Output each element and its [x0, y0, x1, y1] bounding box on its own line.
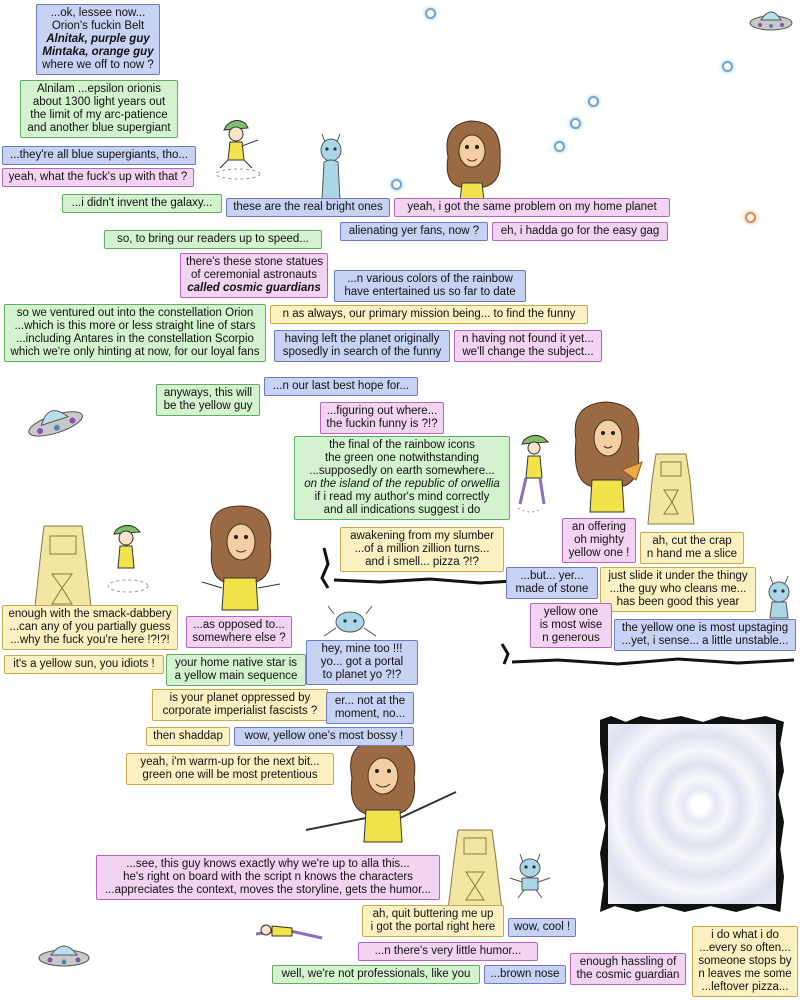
bubble-line: which we're only hinting at now, for our loyal fans [10, 346, 260, 358]
bubble-line: ...can any of you partially guess [9, 621, 171, 633]
speech-bubble [492, 222, 668, 241]
bubble-line: of ceremonial astronauts [191, 269, 317, 281]
bubble-line: the cosmic guardian [576, 969, 680, 981]
bubble-line: yeah, i'm warm-up for the next bit... [140, 756, 320, 768]
bubble-line: the limit of my arc-patience [30, 109, 168, 121]
speech-bubble [530, 603, 612, 648]
bubble-line: enough with the smack-dabbery [8, 608, 172, 620]
bubble-line: Alnitak, purple guy [46, 33, 150, 45]
bubble-line: well, we're not professionals, like you [281, 968, 471, 980]
yellow-kid-figure [212, 116, 268, 182]
stone-guardian-figure [446, 826, 504, 912]
bubble-line: there's these stone statues [186, 256, 324, 268]
bubble-line: the green one notwithstanding [324, 452, 480, 464]
star-icon [570, 118, 581, 129]
speech-bubble [2, 605, 178, 650]
yellow-kid-figure [512, 432, 556, 516]
bubble-line: ...n various colors of the rainbow [347, 273, 513, 285]
star-icon [588, 96, 599, 107]
speech-bubble [180, 253, 328, 298]
bubble-line: someone stops by [698, 955, 792, 967]
bubble-line: ...they're all blue supergiants, tho... [10, 149, 188, 161]
speech-bubble [506, 567, 598, 599]
bubble-line: ...which is this more or less straight line of stars [14, 320, 256, 332]
speech-bubble [614, 619, 796, 651]
speech-bubble [2, 146, 196, 165]
hairy-guy-figure [440, 117, 506, 201]
speech-bubble [4, 655, 164, 674]
bubble-line: ah, cut the crap [652, 535, 732, 547]
speech-bubble [146, 727, 230, 746]
bubble-line: your home native star is [174, 657, 298, 669]
speech-bubble [640, 532, 744, 564]
bubble-line: made of stone [515, 583, 589, 595]
speech-bubble [62, 194, 222, 213]
bubble-line: ...ok, lessee now... [50, 7, 146, 19]
bubble-line: yeah, i got the same problem on my home planet [407, 201, 657, 213]
yellow-kid-figure [252, 918, 332, 944]
speech-bubble [484, 965, 566, 984]
bubble-line: enough hassling of [579, 956, 677, 968]
bubble-line: n hand me a slice [646, 548, 738, 560]
bubble-line: ...i didn't invent the galaxy... [71, 197, 213, 209]
bubble-line: have entertained us so far to date [344, 286, 516, 298]
star-icon [554, 141, 565, 152]
bubble-line: Alnilam ...epsilon orionis [36, 83, 161, 95]
bubble-line: has been good this year [616, 596, 740, 608]
hairy-guy-figure [196, 504, 284, 614]
speech-bubble [186, 616, 292, 648]
star-icon [745, 212, 756, 223]
bubble-line: anyways, this will [163, 387, 253, 399]
bubble-line: an offering [571, 521, 627, 533]
bubble-line: he's right on board with the script n knows the characters [123, 871, 413, 883]
speech-bubble [320, 402, 444, 434]
bubble-line: eh, i hadda go for the easy gag [500, 225, 660, 237]
bubble-line: is most wise [539, 619, 603, 631]
bubble-line: ...including Antares in the constellation Scorpio [16, 333, 254, 345]
bubble-line: n generous [542, 632, 600, 644]
bubble-line: ah, quit buttering me up [372, 908, 494, 920]
speech-bubble [166, 654, 306, 686]
bubble-line: n having not found it yet... [462, 333, 594, 345]
speech-bubble [454, 330, 602, 362]
bubble-line: sposedly in search of the funny [282, 346, 442, 358]
bubble-line: the yellow one is most upstaging [621, 622, 789, 634]
bubble-line: er... not at the [334, 695, 406, 707]
bubble-line: on the island of the republic of orwellia [304, 478, 500, 490]
bubble-line: and all indications suggest i do [323, 504, 481, 516]
bubble-line: awakening from my slumber [350, 530, 494, 542]
speech-bubble [508, 918, 576, 937]
bubble-line: the fuckin funny is ?!? [326, 418, 438, 430]
stone-guardian-figure [646, 450, 696, 526]
portal-vortex [600, 716, 784, 912]
bubble-line: is your planet oppressed by [169, 692, 311, 704]
bubble-line: ...brown nose [490, 968, 560, 980]
bubble-line: yellow one [543, 606, 599, 618]
bubble-line: moment, no... [334, 708, 406, 720]
bubble-line: ...as opposed to... [193, 619, 285, 631]
bubble-line: ...leftover pizza... [701, 981, 789, 993]
bubble-line: and another blue supergiant [27, 122, 171, 134]
bubble-line: so, to bring our readers up to speed... [117, 233, 309, 245]
speech-bubble [326, 692, 414, 724]
bubble-line: ...every so often... [699, 942, 791, 954]
bubble-line: wow, cool ! [514, 921, 571, 933]
bubble-line: ...yet, i sense... a little unstable... [621, 635, 789, 647]
speech-bubble [226, 198, 390, 217]
alien-figure [762, 574, 796, 620]
bubble-line: ...the guy who cleans me... [609, 583, 747, 595]
bubble-line: ...but... yer... [520, 570, 584, 582]
speech-bubble [274, 330, 450, 362]
bubble-line: n leaves me some [698, 968, 792, 980]
stone-guardian-figure [30, 522, 96, 618]
bubble-line: ...n our last best hope for... [272, 380, 410, 392]
speech-bubble [394, 198, 670, 217]
speech-bubble [270, 305, 588, 324]
bubble-line: about 1300 light years out [32, 96, 166, 108]
speech-bubble [570, 953, 686, 985]
bubble-line: these are the real bright ones [233, 201, 383, 213]
bubble-line: be the yellow guy [163, 400, 253, 412]
speech-bubble [126, 753, 334, 785]
bubble-line: then shaddap [153, 730, 223, 742]
speech-bubble [152, 689, 328, 721]
bubble-line: i got the portal right here [370, 921, 496, 933]
speech-bubble [562, 518, 636, 563]
bubble-line: and i smell... pizza ?!? [365, 556, 479, 568]
bubble-line: to planet yo ?!? [322, 669, 402, 681]
star-icon [425, 8, 436, 19]
bubble-line: green one will be most pretentious [142, 769, 318, 781]
speech-bubble [234, 727, 414, 746]
bubble-line: Orion's fuckin Belt [51, 20, 145, 32]
bubble-line: a yellow main sequence [174, 670, 298, 682]
flying-saucer-icon [24, 402, 86, 442]
bubble-line: the final of the rainbow icons [329, 439, 475, 451]
speech-bubble [36, 4, 160, 75]
speech-bubble [692, 926, 798, 997]
hairy-guy-figure [566, 400, 650, 516]
bubble-line: ...of a million zillion turns... [354, 543, 490, 555]
bubble-line: corporate imperialist fascists ? [162, 705, 318, 717]
speech-bubble [362, 905, 504, 937]
bubble-line: yeah, what the fuck's up with that ? [8, 171, 188, 183]
alien-figure [508, 852, 552, 898]
bubble-line: Mintaka, orange guy [42, 46, 154, 58]
bubble-line: where we off to now ? [42, 59, 154, 71]
flying-saucer-icon [36, 938, 92, 972]
bubble-line: so we ventured out into the constellation Orion [16, 307, 254, 319]
bubble-line: called cosmic guardians [187, 282, 321, 294]
speech-bubble [156, 384, 260, 416]
bubble-line: ...figuring out where... [326, 405, 438, 417]
speech-bubble [20, 80, 178, 138]
bubble-line: n as always, our primary mission being... to find the funny [282, 308, 576, 320]
bubble-line: ...supposedly on earth somewhere... [309, 465, 495, 477]
bubble-line: if i read my author's mind correctly [314, 491, 490, 503]
bubble-line: alienating yer fans, now ? [348, 225, 480, 237]
bubble-line: ...see, this guy knows exactly why we're up to alla this... [126, 858, 410, 870]
alien-figure [314, 130, 348, 202]
bubble-line: hey, mine too !!! [321, 643, 403, 655]
speech-bubble [340, 222, 488, 241]
bubble-line: ...appreciates the context, moves the storyline, gets the humor... [104, 884, 431, 896]
bubble-line: ...why the fuck you're here !?!?! [10, 634, 170, 646]
bubble-line: yo... got a portal [320, 656, 404, 668]
speech-bubble [272, 965, 480, 984]
bubble-line: wow, yellow one's most bossy ! [244, 730, 404, 742]
speech-bubble [294, 436, 510, 520]
bubble-line: yellow one ! [568, 547, 630, 559]
bubble-line: oh mighty [574, 534, 624, 546]
speech-bubble [264, 377, 418, 396]
bubble-line: somewhere else ? [192, 632, 286, 644]
speech-bubble [340, 527, 504, 572]
bubble-line: it's a yellow sun, you idiots ! [13, 658, 155, 670]
bubble-line: having left the planet originally [284, 333, 440, 345]
bubble-line: i do what i do [711, 929, 779, 941]
bubble-line: we'll change the subject... [462, 346, 594, 358]
alien-figure [322, 604, 378, 644]
yellow-kid-figure [104, 520, 156, 596]
speech-bubble [96, 855, 440, 900]
speech-bubble [358, 942, 538, 961]
speech-bubble [104, 230, 322, 249]
speech-bubble [306, 640, 418, 685]
speech-bubble [334, 270, 526, 302]
speech-bubble [2, 168, 194, 187]
star-icon [391, 179, 402, 190]
star-icon [722, 61, 733, 72]
bubble-line: ...n there's very little humor... [374, 945, 522, 957]
speech-bubble [600, 567, 756, 612]
speech-bubble [4, 304, 266, 362]
flying-saucer-icon [748, 6, 794, 36]
bubble-line: just slide it under the thingy [608, 570, 748, 582]
